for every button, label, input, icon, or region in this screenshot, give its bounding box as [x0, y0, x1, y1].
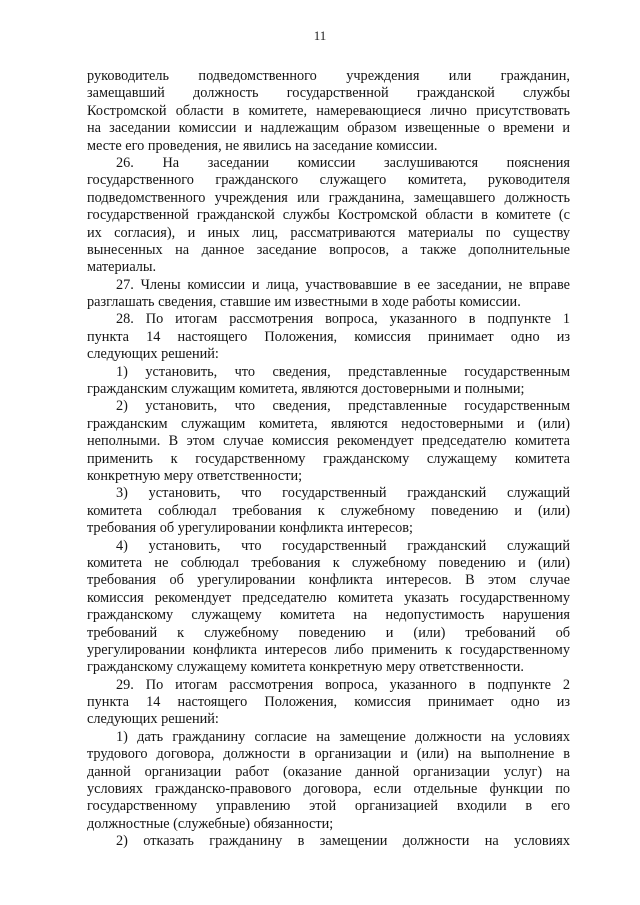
text-line: гражданскому служащему комитета конкретную меру ответственности. [87, 659, 524, 676]
text-line: гражданским служащим комитета, являются достоверными и полными; [87, 381, 525, 398]
text-line: 27. Члены комиссии и лица, участвовавшие в ее заседании, не вправе [116, 276, 570, 293]
text-line: комиссия рекомендует председателю комитета указать государственному [87, 589, 570, 606]
text-line: их согласия), и иных лиц, рассматриваются материалы по существу [87, 224, 570, 241]
text-line: требований к служебному поведению и (или) требований об [87, 624, 570, 641]
text-line: 28. По итогам рассмотрения вопроса, указанного в подпункте 1 [116, 311, 570, 328]
text-line: на заседании комиссии и надлежащим образом извещенные о времени и [87, 120, 570, 137]
text-line: должностные (служебные) обязанности; [87, 815, 334, 832]
text-line: вынесенных на данное заседание вопросов, а также дополнительные [87, 241, 570, 258]
text-line: следующих решений: [87, 346, 219, 363]
text-line: конкретную меру ответственности; [87, 467, 303, 484]
text-line: следующих решений: [87, 711, 219, 728]
text-line: государственного гражданского служащего комитета, руководителя [87, 172, 570, 189]
text-line: неполными. В этом случае комиссия рекомендует председателю комитета [87, 433, 570, 450]
text-line: трудового договора, должности в организации и (или) на выполнение в [87, 746, 570, 763]
text-line: руководитель подведомственного учреждения или гражданин, [87, 68, 570, 84]
text-line: подведомственного учреждения или гражданина, замещавшего должность [87, 189, 570, 206]
text-line: применить к государственному гражданскому служащему комитета [87, 450, 570, 467]
text-line: 2) установить, что сведения, представленные государственным [116, 398, 570, 415]
text-line: пункта 14 настоящего Положения, комиссия принимает одно из [87, 328, 570, 345]
text-line: требования об урегулировании конфликта интересов; [87, 520, 414, 537]
text-line: месте его проведения, не явились на заседание комиссии. [87, 137, 438, 154]
text-line: замещавший должность государственной гражданской службы [87, 85, 570, 102]
text-line: данной организации работ (оказание данной организации услуг) на [87, 763, 570, 780]
text-line: 2) отказать гражданину в замещении должности на условиях [116, 833, 570, 850]
text-line: государственной гражданской службы Костромской области в комитете (с [87, 207, 570, 224]
text-line: пункта 14 настоящего Положения, комиссия принимает одно из [87, 694, 570, 711]
text-line: урегулировании конфликта интересов либо применить к государственному [87, 641, 570, 658]
text-line: гражданским служащим комитета, являются недостоверными и (или) [87, 415, 570, 432]
text-line: условиях гражданско-правового договора, если отдельные функции по [87, 781, 570, 798]
text-line: гражданскому служащему комитета на недопустимость нарушения [87, 607, 570, 624]
text-line: комитета соблюдал требования к служебному поведению и (или) [87, 502, 570, 519]
text-line: Костромской области в комитете, намеревающиеся лично присутствовать [87, 102, 570, 119]
text-line: 29. По итогам рассмотрения вопроса, указанного в подпункте 2 [116, 676, 570, 693]
text-line: требования об урегулировании конфликта интересов. В этом случае [87, 572, 570, 589]
page-number: 11 [313, 28, 327, 43]
text-line: государственному управлению этой организацией входили в его [87, 798, 570, 815]
text-line: 3) установить, что государственный гражданский служащий [116, 485, 570, 502]
text-line: комитета не соблюдал требования к служебному поведению и (или) [87, 554, 570, 571]
text-line: материалы. [87, 259, 157, 276]
text-line: 1) дать гражданину согласие на замещение должности на условиях [116, 728, 570, 745]
text-line: 26. На заседании комиссии заслушиваются пояснения [116, 154, 570, 171]
text-line: 4) установить, что государственный гражданский служащий [116, 537, 570, 554]
text-line: разглашать сведения, ставшие им известными в ходе работы комиссии. [87, 294, 521, 311]
text-line: 1) установить, что сведения, представленные государственным [116, 363, 570, 380]
document-body [87, 68, 570, 851]
